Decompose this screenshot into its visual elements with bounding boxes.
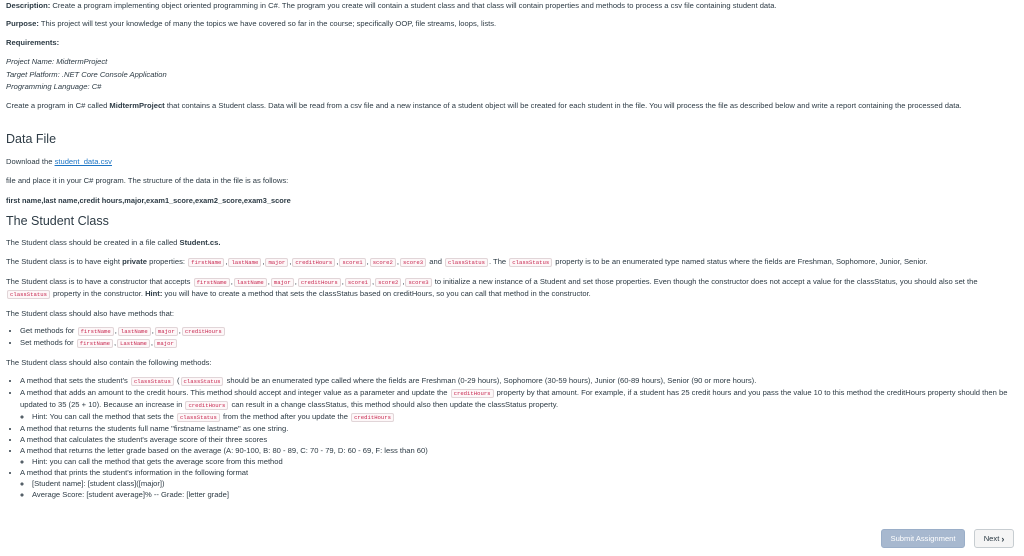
next-button[interactable]	[974, 529, 1014, 548]
student-class-heading: The Student Class	[6, 214, 109, 228]
ctor-hint-label: Hint:	[145, 289, 163, 298]
m6-text: A method that prints the student's information in the following format	[20, 468, 249, 477]
chevron-right-icon: ›	[1001, 533, 1005, 544]
m1-mid: (	[174, 376, 180, 385]
get-code-firstname: firstName	[78, 327, 114, 336]
m5-hint-item: ◦ Hint: you can call the method that gets the average score from this method	[32, 456, 1016, 467]
code-score1: score1	[339, 258, 365, 267]
purpose-paragraph	[6, 18, 496, 29]
m2-hint-mid: from the method after you update the	[220, 412, 351, 421]
m1-code-1: classStatus	[131, 377, 174, 386]
props-private: private	[122, 257, 147, 266]
method-item-average: • A method that calculates the student's average score of their three scores	[20, 434, 1016, 445]
code-major: major	[265, 258, 288, 267]
submit-assignment-button[interactable]	[881, 529, 965, 548]
props-and: and	[427, 257, 445, 266]
m2-post: property by that amount. For example, if a student has 25 credit hours and you pass the value 10 to this method the creditHours property should then be updated to 35 (25 + 10). Because an increase in	[20, 388, 1008, 409]
code-classstatus-2: classStatus	[509, 258, 552, 267]
constructor-paragraph: The Student class is to have a constructor that accepts firstName , lastName , major , creditHours , score1 , score2 , score3 to initialize a new instance of a Student and set those properties. Even though the constructor does not accept a value for the classStatus, you should also set the classStatus property in the constructor. Hint: you will have to create a method that sets the classStatus based on creditHours, so you can call that method in the constructor.	[6, 277, 978, 298]
m2-hint-code-1: classStatus	[177, 413, 220, 422]
m2-hint-pre: Hint: You can call the method that sets the	[32, 412, 176, 421]
requirements-label: Requirements:	[6, 38, 60, 47]
also-methods-paragraph: The Student class should also have methods that:	[6, 309, 175, 318]
code-firstname: firstName	[188, 258, 224, 267]
method-item-letter-grade	[20, 445, 1016, 467]
code-credithours: creditHours	[292, 258, 335, 267]
m1-code-2: classStatus	[181, 377, 224, 386]
intro-pre: Create a program in C# called	[6, 101, 110, 110]
description-paragraph	[6, 0, 777, 11]
get-code-credithours: creditHours	[182, 327, 225, 336]
ctor-post: to initialize a new instance of a Student and set those properties. Even though the constructor does not accept a value for the classStatus, you should also set the	[432, 277, 978, 286]
code-score2: score2	[370, 258, 396, 267]
download-pre: Download the	[6, 157, 55, 166]
props-mid: properties:	[147, 257, 188, 266]
get-label: Get methods for	[20, 326, 77, 335]
created-pre: The Student class should be created in a file called	[6, 238, 180, 247]
data-file-heading: Data File	[6, 132, 57, 146]
download-paragraph	[6, 156, 112, 167]
ctor-hint: you will have to create a method that sets the classStatus based on creditHours, so you can call that method in the constructor.	[162, 289, 591, 298]
props-pre: The Student class is to have eight	[6, 257, 123, 266]
purpose-text: This project will test your knowledge of many the topics we have covered so far in the course; specifically OOP, file streams, loops, lists.	[38, 19, 497, 28]
ctor-code-score1: score1	[345, 278, 371, 287]
description-label: Description:	[6, 1, 51, 10]
m2-hint-list	[20, 411, 1016, 423]
submit-label: Submit Assignment	[890, 534, 956, 543]
contain-methods-paragraph: The Student class should also contain the following methods:	[6, 358, 212, 367]
method-item-full-name: • A method that returns the students full name "firstname lastname" as one string.	[20, 423, 1016, 434]
student-data-link[interactable]: student_data.csv	[54, 157, 112, 166]
next-label: Next	[983, 534, 1000, 543]
format-list	[20, 478, 1016, 500]
purpose-label: Purpose:	[6, 19, 39, 28]
created-file: Student.cs.	[179, 238, 221, 247]
ctor-pre: The Student class is to have a constructor that accepts	[6, 277, 193, 286]
m5-hint-list	[20, 456, 1016, 467]
get-methods-item: • Get methods for firstName , lastName , major , creditHours	[20, 325, 226, 337]
m5-text: A method that returns the letter grade based on the average (A: 90-100, B: 80 - 89, C: 70 - 79, D: 60 - 69, F: less than 60)	[20, 446, 428, 455]
intro-post: that contains a Student class. Data will be read from a csv file and a new instance of a student object will be created for each student in the file. You will process the file as described below and write a report containing the processed data.	[164, 101, 962, 110]
properties-paragraph: The Student class is to have eight private properties: firstName , lastName , major , creditHours , score1 , score2 , score3 and classStatus . The classStatus property is to be an enumerated type named status where the fields are Freshman, Sophomore, Junior, Senior.	[6, 257, 928, 266]
ctor-code-score3: score3	[405, 278, 431, 287]
get-set-list	[6, 325, 226, 349]
programming-language: Programming Language: C#	[6, 82, 102, 91]
format-line-1: ◦ [Student name]: [student class]([major])	[32, 478, 1016, 489]
code-lastname: lastName	[228, 258, 261, 267]
m2-hint-item	[32, 411, 1016, 423]
m2-code-1: creditHours	[451, 389, 494, 398]
project-name: Project Name: MidtermProject	[6, 57, 108, 66]
ctor-code-major: major	[271, 278, 294, 287]
description-text: Create a program implementing object oriented programming in C#. The program you create will contain a student class and that class will contain properties and methods to process a csv file containing student data.	[50, 1, 777, 10]
ctor-code-credithours: creditHours	[298, 278, 341, 287]
target-platform: Target Platform: .NET Core Console Application	[6, 70, 167, 79]
code-score3: score3	[400, 258, 426, 267]
get-code-major: major	[155, 327, 178, 336]
ctor-code-score2: score2	[375, 278, 401, 287]
intro-project-name: MidtermProject	[109, 101, 165, 110]
m2-hint-code-2: creditHours	[351, 413, 394, 422]
method-item-class-status	[20, 375, 1016, 387]
props-post2: property is to be an enumerated type named status where the fields are Freshman, Sophomore, Junior, Senior.	[553, 257, 928, 266]
created-paragraph	[6, 237, 220, 248]
m1-post: should be an enumerated type called where the fields are Freshman (0-29 hours), Sophomore (30-59 hours), Junior (60-89 hours), Senior (90 or more hours).	[224, 376, 757, 385]
place-file-paragraph: file and place it in your C# program. The structure of the data in the file is as follows:	[6, 176, 289, 185]
method-item-add-credit-hours	[20, 387, 1016, 423]
get-code-lastname: lastName	[118, 327, 151, 336]
ctor-code-classstatus: classStatus	[7, 290, 50, 299]
props-post1: . The	[488, 257, 509, 266]
m2-code-2: creditHours	[185, 401, 228, 410]
set-code-major: major	[154, 339, 177, 348]
method-item-print	[20, 467, 1016, 500]
set-label: Set methods for	[20, 338, 76, 347]
m2-post2: can result in a change classStatus, this method should also then update the classStatus property.	[229, 400, 559, 409]
m2-pre: A method that adds an amount to the credit hours. This method should accept and integer value as a parameter and update the	[20, 388, 450, 397]
methods-list	[6, 375, 1016, 500]
set-methods-item: • Set methods for firstName , LastName , major	[20, 337, 226, 349]
code-classstatus: classStatus	[445, 258, 488, 267]
m1-pre: A method that sets the student's	[20, 376, 130, 385]
set-code-firstname: firstName	[77, 339, 113, 348]
ctor-post2: property in the constructor.	[50, 289, 146, 298]
ctor-code-firstname: firstName	[194, 278, 230, 287]
intro-paragraph	[6, 100, 1006, 111]
data-structure: first name,last name,credit hours,major,exam1_score,exam2_score,exam3_score	[6, 196, 291, 205]
set-code-lastname: LastName	[117, 339, 150, 348]
ctor-code-lastname: lastName	[234, 278, 267, 287]
format-line-2: ◦ Average Score: [student average]% -- Grade: [letter grade]	[32, 489, 1016, 500]
